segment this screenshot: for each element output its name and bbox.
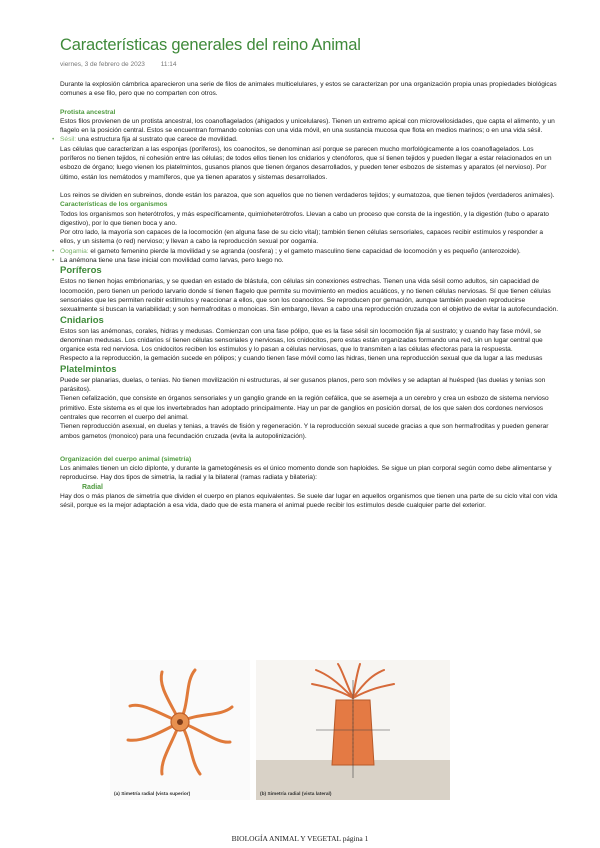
fig1-caption: (a) Simetría radial (vista superior) bbox=[114, 792, 191, 797]
anemona-bullet: • La anémona tiene una fase inicial con movilidad como larvas, pero luego no. bbox=[60, 256, 560, 265]
poriferos-heading: Poríferos bbox=[60, 265, 102, 277]
organizacion-paragraph: Los animales tienen un ciclo diplonte, y durante la gametogénesis es el único momento donde son haploides. Se sigue un plan corporal según como debe alimentarse y reproducirse. Hay dos tipos de simetría, la radial y la bilateral (ramas radiata y bilateria): bbox=[60, 465, 552, 482]
protista-paragraph: Estos filos provienen de un protista ancestral, los coanoflagelados (ahigados y unicelulares). Tienen un extremo apical con microvellosidades, que capta el alimento, y un flagelo en la posición central. Estos se encuentran formando colonias con una vida móvil, en una sustancia mucosa que flota en medios marinos; o en una vida sésil. bbox=[60, 117, 555, 135]
sesil-bullet bbox=[60, 135, 560, 144]
oogamia-bullet bbox=[60, 247, 560, 256]
page-body bbox=[60, 80, 560, 511]
radial-lateral-view-figure bbox=[256, 660, 450, 800]
symmetry-figures bbox=[110, 660, 450, 800]
anemone-illustration bbox=[256, 660, 450, 800]
platelmintos-heading: Platelmintos bbox=[60, 363, 117, 375]
protista-paragraph-2: Las células que caracterizan a las esponjas (poríferos), los coanocitos, se denominan así porque se parecen mucho morfológicamente a los coanoflagelados. Los poríferos no tienen tejidos, ni cohesión entre las células; de todos ellos tienen los cnidarios y ctenóforos, que sí tienen tejidos y pueden llegar a estar relacionados en un esbozo de órgano; luego vienen los platelmintos, gusanos planos que tienen órganos desarrollados, y pueden tener esbozos de sistemas y aparatos (el nervioso). Por último, están los nemátodos y mamíferos, que ya tienen aparatos y sistemas desarrollados. bbox=[60, 145, 552, 181]
page-date: viernes, 3 de febrero de 2023 bbox=[60, 61, 145, 68]
radial-paragraph: Hay dos o más planos de simetría que dividen el cuerpo en planos equivalentes. Se suele dar lugar en aquellos organismos que tienen una parte de su ciclo vital con vida sésil, porque es la mejor adaptación a esa vida, dado que de esta manera el animal puede recibir los estímulos desde cualquier parte del exterior. bbox=[60, 492, 558, 510]
sesil-text: una estructura fija al sustrato que carece de movilidad. bbox=[76, 136, 238, 144]
oogamia-term: Oogamia: bbox=[60, 247, 89, 255]
sesil-term: Sésil: bbox=[60, 136, 77, 144]
starfish-illustration bbox=[110, 660, 250, 800]
organizacion-heading: Organización del cuerpo animal (simetría) bbox=[60, 455, 192, 463]
poriferos-paragraph: Estos no tienen hojas embrionarias, y se quedan en estado de blástula, con células sin conexiones estrechas. Tienen una vida sésil como adultos, sin capacidad de locomoción, pero tienen un periodo larvario donde sí tienen flagelo que permite su movimiento en medios acuáticos, y no tienen células nerviosas. Sí que tienen células sensoriales que les permiten recibir estímulos y reaccionar a ellos, que son los coanocitos. Se reproducen por gemación, aunque también pueden reproducirse sexualmente si buscan la variabilidad; y son hermafroditas o monoicas. Sin embargo, llevan a cabo una reproducción cruzada con el objetivo de evitar la autofecundación. bbox=[60, 278, 559, 314]
caracteristicas-heading: Características de los organismos bbox=[60, 201, 168, 209]
radial-heading: Radial bbox=[82, 483, 104, 491]
platelmintos-paragraph: Puede ser planarias, duelas, o tenias. No tienen movilización ni estructuras, al ser gusanos planos, pero son móviles y se adaptan al huésped (las duelas y tenias son parásitos). bbox=[60, 376, 546, 394]
spacer bbox=[60, 182, 560, 191]
spacer bbox=[60, 99, 560, 108]
subreinos-paragraph: Los reinos se dividen en subreinos, donde están los parazoa, que son aquellos que no tienen verdaderos tejidos; y eumatozoa, que tienen tejidos (verdaderos animales). bbox=[60, 191, 555, 199]
radial-top-view-figure bbox=[110, 660, 250, 800]
cnidarios-paragraph-2: Respecto a la reproducción, la gemación sucede en pólipos; y cuando tienen fase móvil como las hidras, tienen una reproducción sexual que da lugar a las medusas bbox=[60, 355, 543, 363]
fig2-caption: (b) Simetría radial (vista lateral) bbox=[260, 792, 332, 797]
page-time: 11:14 bbox=[160, 61, 177, 68]
platelmintos-paragraph-2: Tienen cefalización, que consiste en órganos sensoriales y un ganglio grande en la región cefálica, que se asemeja a un cerebro y crea un esbozo de sistema nervioso primitivo. Este sistema es el que los invertebrados han adoptado principalmente. Hay un par de ganglios en posición dorsal, de los que salen dos cordones nerviosos centrales que recorren el cuerpo del animal. bbox=[60, 395, 549, 421]
page-title: Características generales del reino Animal bbox=[60, 36, 361, 54]
cnidarios-heading: Cnidarios bbox=[60, 314, 104, 326]
oogamia-text: el gameto femenino pierde la movilidad y se agranda (oosfera) ; y el gameto masculino tiene capacidad de locomoción y es pequeño (anterozoide). bbox=[88, 247, 521, 255]
caracteristicas-paragraph-2: Por otro lado, la mayoría son capaces de la locomoción (en alguna fase de su ciclo vital); también tienen células sensoriales, capaces recibir estímulos y responder a ellos, y un sistema (o red) nervioso; y llevan a cabo la reproducción sexual por oogamia. bbox=[60, 229, 544, 246]
intro-paragraph: Durante la explosión cámbrica aparecieron una serie de filos de animales multicelulares, y estos se caracterizan por una organización propia unas propiedades biológicas comunes a ese filo, pero que no comparten con otros. bbox=[60, 81, 557, 98]
page-footer: BIOLOGÍA ANIMAL Y VEGETAL página 1 bbox=[231, 834, 369, 843]
spacer bbox=[60, 441, 560, 455]
caracteristicas-paragraph: Todos los organismos son heterótrofos, y más específicamente, quimioheterótrofos. Llevan a cabo un proceso que consta de la ingestión, y la digestión (tubo o aparato digestivo), por lo que tienen boca y ano. bbox=[60, 210, 549, 227]
cnidarios-paragraph: Estos son las anémonas, corales, hidras y medusas. Comienzan con una fase pólipo, que es la fase sésil sin locomoción fija al sustrato; y cuando hay fase móvil, se denominan medusas. Los cnidarios sí tienen células sensoriales y nerviosas, los cnidocitos, pero estas están organizadas formando una red, sin un lugar central que organice esta red nerviosa. Los cnidocitos reciben los estímulos y lo pasan a células nerviosas, que lo transmiten a las células efectoras para la respuesta. bbox=[60, 327, 543, 354]
page-meta bbox=[60, 61, 191, 68]
protista-heading: Protista ancestral bbox=[60, 108, 116, 116]
platelmintos-paragraph-3: Tienen reproducción asexual, en duelas y tenias, a través de fisión y regeneración. Y la reproducción sexual sucede gracias a que son hermafroditas y pueden generar ambos gametos (monoico) para una fecundación cruzada (evita la autopolinización). bbox=[60, 423, 549, 440]
